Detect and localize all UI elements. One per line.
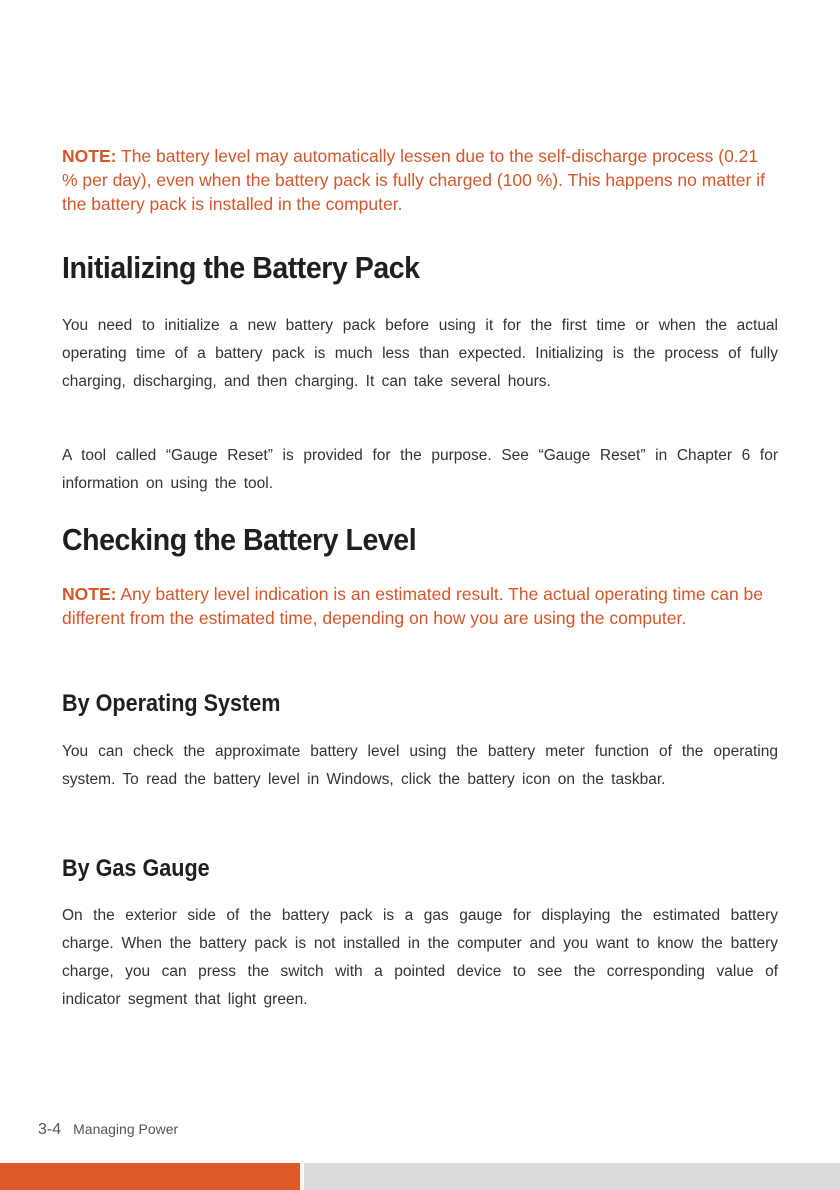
paragraph-gas-gauge: On the exterior side of the battery pack is a gas gauge for displaying the estimated battery charge. When the battery pack is not installed in the computer and you want to know the battery charge, you can press the switch with a pointed device to see the corresponding value of indicator segment that light green. <box>62 907 778 1008</box>
note-text: The battery level may automatically lessen due to the self-discharge process (0.21 % per day), even when the battery pack is fully charged (100 %). This happens no matter if the battery pack is installed in the computer. <box>62 146 765 214</box>
note-text: Any battery level indication is an estimated result. The actual operating time can be different from the estimated time, depending on how you are using the computer. <box>62 584 764 628</box>
note-label: NOTE: <box>62 584 117 604</box>
note-self-discharge <box>62 144 778 216</box>
heading-initializing-battery-pack: Initializing the Battery Pack <box>62 250 420 285</box>
page-number: 3-4 <box>38 1121 62 1138</box>
paragraph-operating-system: You can check the approximate battery level using the battery meter function of the operating system. To read the battery level in Windows, click the battery icon on the taskbar. <box>62 743 778 788</box>
page-footer <box>38 1121 178 1139</box>
paragraph-gauge-reset: A tool called “Gauge Reset” is provided for the purpose. See “Gauge Reset” in Chapter 6 for information on using the tool. <box>62 447 778 492</box>
heading-by-operating-system: By Operating System <box>62 690 281 717</box>
note-label: NOTE: <box>62 146 117 166</box>
footer-accent-bar <box>0 1163 300 1190</box>
footer-gray-bar <box>304 1163 840 1190</box>
note-estimated-result <box>62 582 778 630</box>
paragraph-initialize-intro: You need to initialize a new battery pack before using it for the first time or when the actual operating time of a battery pack is much less than expected. Initializing is the process of fully charging, discharging, and then charging. It can take several hours. <box>62 317 778 390</box>
heading-checking-battery-level: Checking the Battery Level <box>62 522 417 557</box>
heading-by-gas-gauge: By Gas Gauge <box>62 855 210 882</box>
footer-section-title: Managing Power <box>73 1121 179 1137</box>
